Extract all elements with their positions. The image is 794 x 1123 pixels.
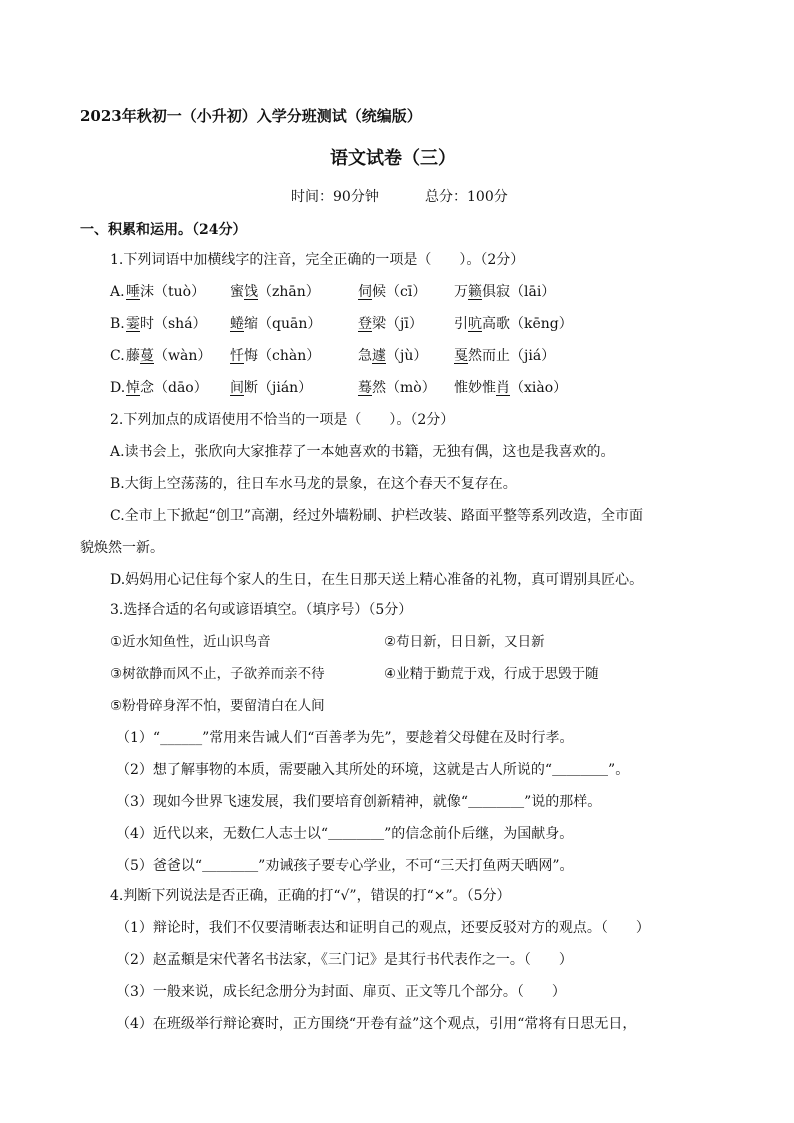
judge-item-3: （3）一般来说，成长纪念册分为封面、扉页、正文等几个部分。（ ） [116,984,566,1000]
quote-option-3: ③树欲静而风不止，子欲养而亲不待 [110,666,325,682]
option-word: 登梁（jī） [358,316,423,332]
fill-item-4: （4）近代以来，无数仁人志士以“＿＿＿＿”的信念前仆后继，为国献身。 [116,826,574,842]
fill-item-1: （1）“______”常用来告诫人们“百善孝为先”，要趁着父母健在及时行孝。 [116,730,574,746]
option-word: 霎时（shá） [126,316,207,332]
option-word: 忏悔（chàn） [230,348,321,364]
option-word: 蜷缩（quān） [230,316,322,332]
option-word: 万籁俱寂（lāi） [454,284,556,300]
option-letter: A. [110,284,125,300]
option-word: 伺候（cī） [358,284,427,300]
question-2-option-c-cont: 貌焕然一新。 [80,540,164,556]
exam-subtitle: 2023年秋初一（小升初）入学分班测试（统编版） [80,107,422,125]
question-2-stem: 2.下列加点的成语使用不恰当的一项是（ ）。（2分） [110,412,455,428]
option-word: 引吭高歌（kēng） [454,316,573,332]
judge-item-4: （4）在班级举行辩论赛时，正方围绕“开卷有益”这个观点，引用“常将有日思无日， [116,1016,637,1032]
exam-total-score: 总分：100分 [425,189,508,205]
quote-option-2: ②苟日新，日日新，又日新 [384,634,545,650]
quote-option-4: ④业精于勤荒于戏，行成于思毁于随 [384,666,599,682]
fill-item-5: （5）爸爸以“＿＿＿＿”劝诫孩子要专心学业，不可“三天打鱼两天晒网”。 [116,858,574,874]
option-word: 惟妙惟肖（xiào） [454,380,568,396]
option-letter: D. [110,380,126,396]
option-word: 间断（jián） [230,380,313,396]
fill-item-3: （3）现如今世界飞速发展，我们要培育创新精神，就像“＿＿＿＿”说的那样。 [116,794,602,810]
option-word: 藤蔓（wàn） [126,348,212,364]
question-4-stem: 4.判断下列说法是否正确，正确的打“√”，错误的打“×”。（5分） [110,888,511,904]
option-word: 唾沫（tuò） [126,284,206,300]
question-2-option-c: C.全市上下掀起“创卫”高潮，经过外墙粉刷、护栏改装、路面平整等系列改造，全市面 [110,508,643,524]
option-word: 悼念（dāo） [126,380,208,396]
question-3-stem: 3.选择合适的名句或谚语填空。（填序号）（5分） [110,602,413,618]
question-2-option-a: A.读书会上，张欣向大家推荐了一本她喜欢的书籍，无独有偶，这也是我喜欢的。 [110,444,615,460]
fill-item-2: （2）想了解事物的本质，需要融入其所处的环境，这就是古人所说的“＿＿＿＿”。 [116,762,630,778]
option-letter: B. [110,316,125,332]
option-letter: C. [110,348,125,364]
quote-option-5: ⑤粉骨碎身浑不怕，要留清白在人间 [110,698,325,714]
option-word: 急遽（jù） [358,348,428,364]
question-2-option-b: B.大街上空荡荡的，往日车水马龙的景象，在这个春天不复存在。 [110,476,517,492]
exam-title: 语文试卷（三） [330,148,456,169]
option-word: 戛然而止（jiá） [454,348,556,364]
option-word: 蜜饯（zhān） [230,284,320,300]
question-2-option-d: D.妈妈用心记住每个家人的生日，在生日那天送上精心准备的礼物，真可谓别具匠心。 [110,572,644,588]
question-1-stem: 1.下列词语中加横线字的注音，完全正确的一项是（ ）。（2分） [110,252,525,268]
option-word: 蓦然（mò） [358,380,436,396]
quote-option-1: ①近水知鱼性，近山识鸟音 [110,634,271,650]
judge-item-1: （1）辩论时，我们不仅要清晰表达和证明自己的观点，还要反驳对方的观点。（ ） [116,920,650,936]
exam-time: 时间：90分钟 [291,189,379,205]
judge-item-2: （2）赵孟頫是宋代著名书法家，《三门记》是其行书代表作之一。（ ） [116,952,573,968]
section-heading: 一、积累和运用。（24分） [80,222,247,238]
